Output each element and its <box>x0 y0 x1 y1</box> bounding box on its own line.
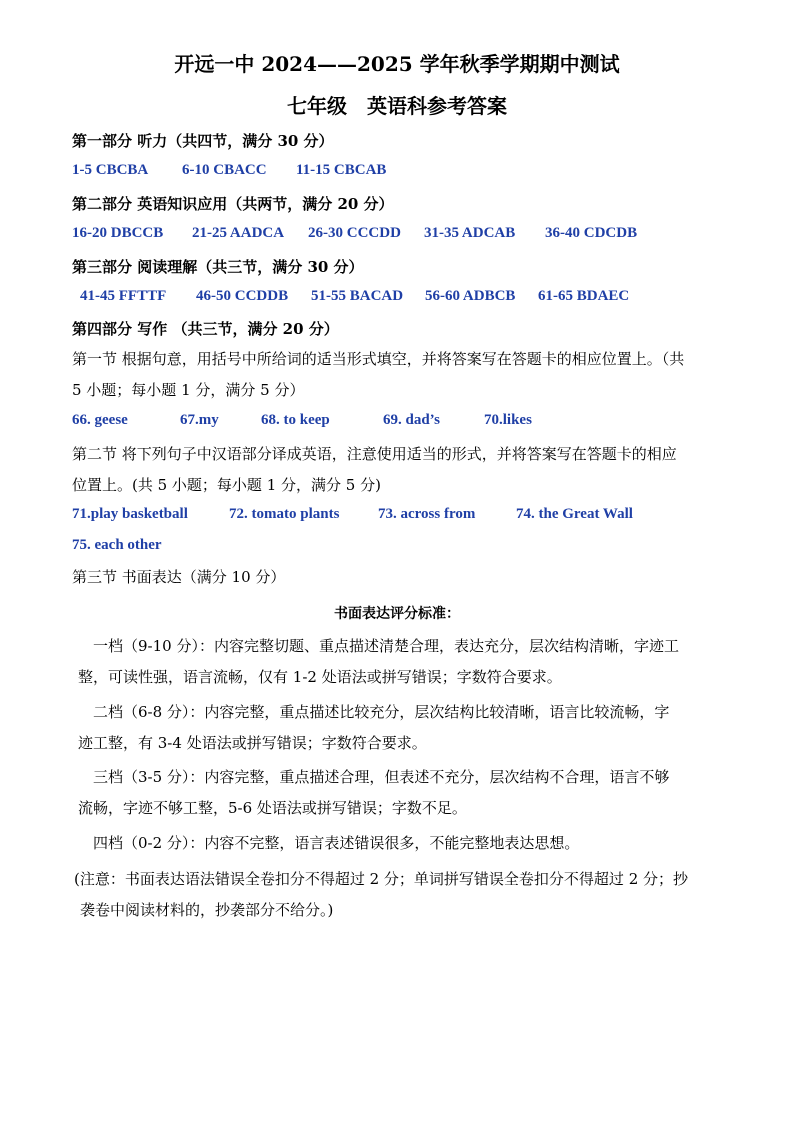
answer-group: 61-65 BDAEC <box>538 288 630 304</box>
answer-item: 71.play basketball <box>72 506 188 522</box>
answer-group: 21-25 AADCA <box>192 225 285 241</box>
answer-item: 72. tomato plants <box>229 506 340 522</box>
answer-group: 11-15 CBCAB <box>296 162 387 178</box>
answer-group: 1-5 CBCBA <box>72 162 149 178</box>
criteria-tier3 <box>78 762 723 824</box>
criteria-note <box>74 864 719 926</box>
section3-heading: 第三节 书面表达（满分 10 分） <box>72 568 286 586</box>
criteria-line: 一档（9-10 分）：内容完整切题、重点描述清楚合理，表达充分，层次结构清晰，字迹工 <box>78 637 679 655</box>
criteria-tier2 <box>78 697 723 759</box>
section2-instruction-line1: 第二节 将下列句子中汉语部分译成英语，注意使用适当的形式，并将答案写在答题卡的相应 <box>72 445 677 463</box>
answer-group: 6-10 CBACC <box>182 162 267 178</box>
criteria-line: 迹工整，有 3-4 处语法或拼写错误；字数符合要求。 <box>78 734 427 752</box>
section2-instruction-line2: 位置上。(共 5 小题；每小题 1 分，满分 5 分) <box>72 476 381 494</box>
criteria-title: 书面表达评分标准： <box>334 606 460 622</box>
answer-group: 26-30 CCCDD <box>308 225 401 241</box>
criteria-line: 二档（6-8 分）：内容完整，重点描述比较充分，层次结构比较清晰，语言比较流畅，字 <box>78 703 670 721</box>
part2-heading: 第二部分 英语知识应用（共两节，满分 20 分） <box>72 195 394 213</box>
document-title: 开远一中 2024——2025 学年秋季学期期中测试 <box>174 52 620 76</box>
document-subtitle: 七年级 英语科参考答案 <box>287 94 507 118</box>
criteria-tier1 <box>78 631 723 693</box>
criteria-line: 流畅，字迹不够工整，5-6 处语法或拼写错误；字数不足。 <box>78 799 467 817</box>
answer-group: 46-50 CCDDB <box>196 288 289 304</box>
part1-heading: 第一部分 听力（共四节，满分 30 分） <box>72 132 334 150</box>
answer-group: 31-35 ADCAB <box>424 225 516 241</box>
criteria-line: 四档（0-2 分）：内容不完整，语言表述错误很多，不能完整地表达思想。 <box>78 834 580 852</box>
answer-item: 68. to keep <box>261 412 330 428</box>
criteria-tier4 <box>78 828 723 859</box>
answer-item: 73. across from <box>378 506 476 522</box>
answer-item: 66. geese <box>72 412 128 428</box>
section1-instruction-line2: 5 小题；每小题 1 分，满分 5 分） <box>72 381 305 399</box>
answer-item: 67.my <box>180 412 219 428</box>
criteria-line: 整，可读性强，语言流畅，仅有 1-2 处语法或拼写错误；字数符合要求。 <box>78 668 562 686</box>
answer-item: 74. the Great Wall <box>516 506 633 522</box>
criteria-line: (注意：书面表达语法错误全卷扣分不得超过 2 分；单词拼写错误全卷扣分不得超过 2 分；抄 <box>74 870 689 888</box>
part3-heading: 第三部分 阅读理解（共三节，满分 30 分） <box>72 258 364 276</box>
answer-group: 36-40 CDCDB <box>545 225 638 241</box>
section1-instruction-line1: 第一节 根据句意，用括号中所给词的适当形式填空，并将答案写在答题卡的相应位置上。（共 <box>72 350 685 368</box>
answer-item: 75. each other <box>72 537 162 553</box>
answer-group: 56-60 ADBCB <box>425 288 516 304</box>
part4-heading: 第四部分 写作 （共三节，满分 20 分） <box>72 320 339 338</box>
criteria-line: 三档（3-5 分）：内容完整，重点描述合理，但表述不充分，层次结构不合理，语言不够 <box>78 768 670 786</box>
answer-item: 69. dad’s <box>383 412 440 428</box>
answer-group: 51-55 BACAD <box>311 288 404 304</box>
criteria-line: 袭卷中阅读材料的，抄袭部分不给分。) <box>80 901 334 919</box>
answer-group: 41-45 FFTTF <box>80 288 167 304</box>
answer-item: 70.likes <box>484 412 532 428</box>
answer-group: 16-20 DBCCB <box>72 225 164 241</box>
